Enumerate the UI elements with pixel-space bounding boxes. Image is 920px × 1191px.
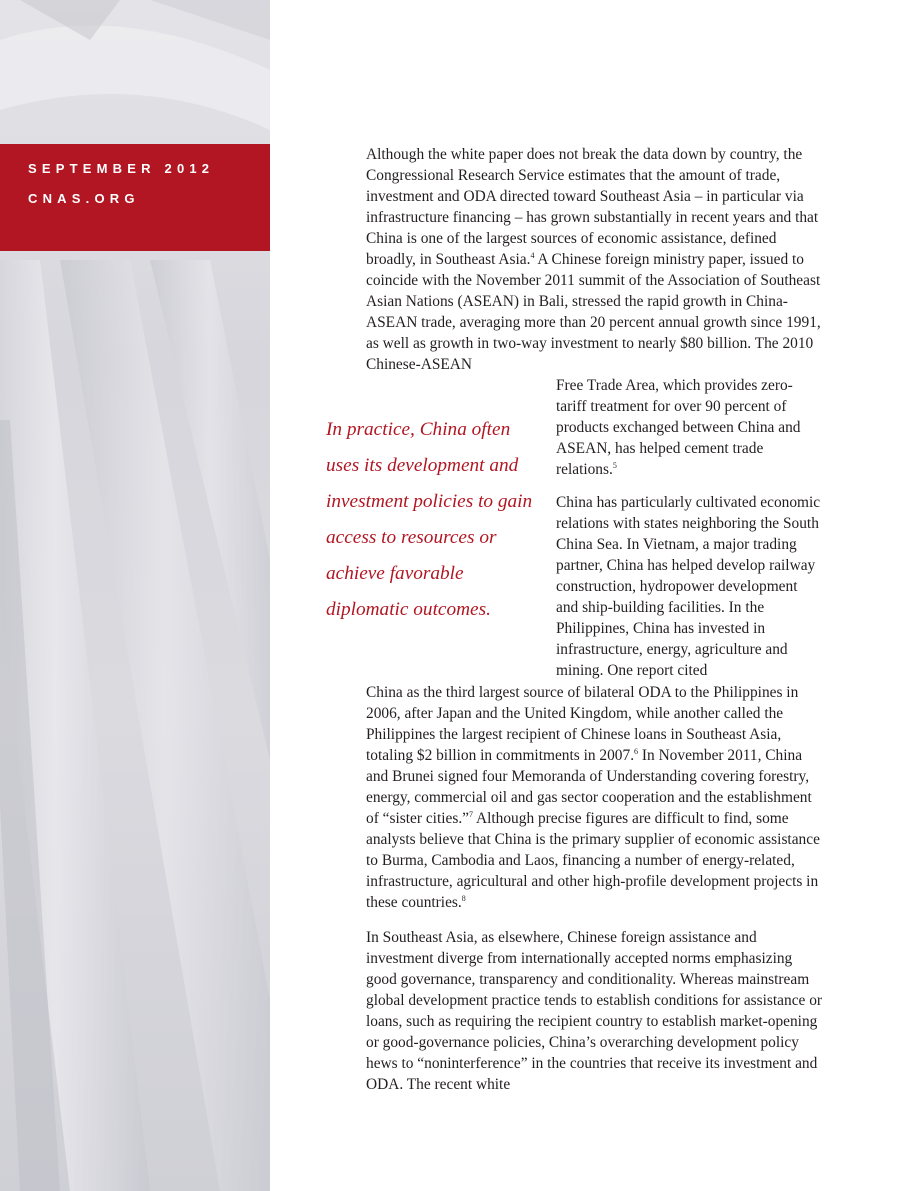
- paragraph-2: China has particularly cultivated economic relations with states neighboring the South China Sea. In Vietnam, a major trading partner, China has helped develop railway construction, hydropower development and ship-building facilities. In the Philippines, China has invested in infrastructure, energy, agriculture and mining. One report cited: [556, 494, 821, 679]
- footnote-ref: 7: [469, 810, 473, 819]
- publication-date: SEPTEMBER 2012: [28, 161, 215, 176]
- footnote-ref: 8: [461, 894, 466, 903]
- footnote-ref: 6: [634, 747, 639, 756]
- paragraph-3: In Southeast Asia, as elsewhere, Chinese foreign assistance and investment diverge from internationally accepted norms emphasizing good governance, transparency and conditionality. Whereas mainstream global development practice tends to establish conditions for assistance or loans, such as requiring the recipient country to establish market-opening or good-governance policies, China’s overarching development policy hews to “noninterference” in the countries that receive its investment and ODA. The recent white: [366, 929, 823, 1093]
- header-band: [0, 144, 270, 251]
- paragraph-2-continued: China as the third largest source of bilateral ODA to the Philippines in 2006, after Japan and the United Kingdom, while another called the Philippines the largest recipient of Chinese loans in Southeast Asia, totaling $2 billion in commitments in 2007.$^6$ In November 2011, China and Brunei signed four Memoranda of Understanding covering forestry, energy, commercial oil and gas sector cooperation and the establishment of “sister cities.”$^7$ Although precise figures are difficult to find, some analysts believe that China is the primary supplier of economic assistance to Burma, Cambodia and Laos, financing a number of energy-related, infrastructure, agricultural and other high-profile development projects in these countries.$^8$: [366, 684, 820, 911]
- paragraph-1-continued: Free Trade Area, which provides zero-tariff treatment for over 90 percent of products exchanged between China and ASEAN, has helped cement trade relations.$^5$: [556, 377, 801, 478]
- footnote-ref: 5: [612, 461, 617, 470]
- website-link[interactable]: CNAS.ORG: [28, 191, 140, 206]
- pull-quote: In practice, China often uses its development and investment policies to gain access to resources or achieve favorable diplomatic outcomes.: [326, 419, 533, 620]
- footnote-ref: 4: [530, 251, 535, 260]
- paragraph-1: Although the white paper does not break the data down by country, the Congressional Research Service estimates that the amount of trade, investment and ODA directed toward Southeast Asia – in particular via infrastructure financing – has grown substantially in recent years and that China is one of the largest sources of economic assistance, defined broadly, in Southeast Asia.$^4$ A Chinese foreign ministry paper, issued to coincide with the November 2011 summit of the Association of Southeast Asian Nations (ASEAN) in Bali, stressed the rapid growth in China-ASEAN trade, averaging more than 20 percent annual growth since 1991, as well as growth in two-way investment to nearly $80 billion. The 2010 Chinese-ASEAN: [366, 146, 821, 373]
